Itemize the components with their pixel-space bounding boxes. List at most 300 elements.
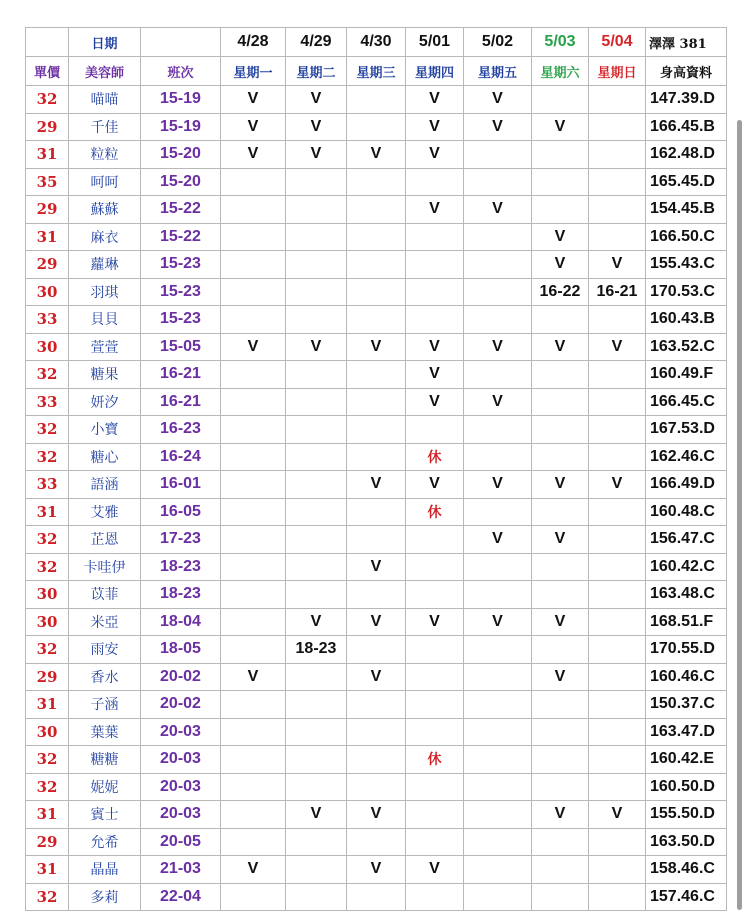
attendance-cell: [406, 828, 464, 856]
attendance-cell: [347, 278, 406, 306]
attendance-cell: V: [464, 526, 532, 554]
info-cell: 154.45.B: [646, 196, 727, 224]
table-row: [26, 856, 727, 884]
shift-cell: 20-03: [141, 801, 221, 829]
table-row: [26, 691, 727, 719]
attendance-cell: [286, 663, 347, 691]
shift-cell: 16-01: [141, 471, 221, 499]
table-row: [26, 883, 727, 911]
attendance-cell: [464, 773, 532, 801]
attendance-cell: [406, 168, 464, 196]
attendance-cell: [589, 416, 646, 444]
shift-cell: 15-19: [141, 86, 221, 114]
attendance-cell: V: [347, 553, 406, 581]
attendance-cell: [286, 828, 347, 856]
attendance-cell: 休: [406, 498, 464, 526]
info-cell: 166.49.D: [646, 471, 727, 499]
header-row-weekdays: [26, 57, 727, 86]
attendance-cell: [406, 636, 464, 664]
attendance-cell: V: [532, 251, 589, 279]
info-cell: 147.39.D: [646, 86, 727, 114]
stylist-name-cell: 葉葉: [69, 718, 141, 746]
stylist-name-cell: 貝貝: [69, 306, 141, 334]
attendance-cell: 18-23: [286, 636, 347, 664]
attendance-cell: [532, 361, 589, 389]
price-cell: 29: [26, 663, 69, 691]
attendance-cell: [347, 718, 406, 746]
info-cell: 162.46.C: [646, 443, 727, 471]
shift-cell: 20-03: [141, 773, 221, 801]
attendance-cell: [286, 718, 347, 746]
shift-cell: 20-03: [141, 718, 221, 746]
attendance-cell: [406, 278, 464, 306]
attendance-cell: V: [589, 251, 646, 279]
attendance-cell: [221, 801, 286, 829]
price-cell: 33: [26, 306, 69, 334]
info-cell: 160.42.E: [646, 746, 727, 774]
attendance-cell: [221, 251, 286, 279]
attendance-cell: V: [406, 471, 464, 499]
attendance-cell: [221, 636, 286, 664]
date-cell-wed: 4/30: [347, 28, 406, 57]
price-cell: 30: [26, 608, 69, 636]
attendance-cell: V: [221, 333, 286, 361]
table-row: [26, 278, 727, 306]
table-row: [26, 168, 727, 196]
price-cell: 32: [26, 416, 69, 444]
info-cell: 165.45.D: [646, 168, 727, 196]
attendance-cell: [347, 581, 406, 609]
attendance-cell: V: [221, 856, 286, 884]
attendance-cell: [286, 251, 347, 279]
attendance-cell: V: [464, 388, 532, 416]
attendance-cell: [464, 251, 532, 279]
shift-cell: 15-22: [141, 196, 221, 224]
attendance-cell: [286, 443, 347, 471]
stylist-name-cell: 粒粒: [69, 141, 141, 169]
attendance-cell: [347, 828, 406, 856]
table-row: [26, 113, 727, 141]
shift-cell: 16-24: [141, 443, 221, 471]
attendance-cell: V: [347, 471, 406, 499]
attendance-cell: [347, 361, 406, 389]
stylist-name-cell: 呵呵: [69, 168, 141, 196]
attendance-cell: [589, 498, 646, 526]
shift-cell: 15-20: [141, 141, 221, 169]
schedule-table: [25, 27, 727, 911]
attendance-cell: [532, 443, 589, 471]
price-cell: 30: [26, 718, 69, 746]
table-row: [26, 636, 727, 664]
table-row: [26, 581, 727, 609]
stylist-name-cell: 艾雅: [69, 498, 141, 526]
weekday-cell-tue: 星期二: [286, 57, 347, 86]
attendance-cell: [221, 526, 286, 554]
info-cell: 168.51.F: [646, 608, 727, 636]
stylist-name-cell: 千佳: [69, 113, 141, 141]
price-cell: 31: [26, 691, 69, 719]
attendance-cell: [589, 526, 646, 554]
attendance-cell: V: [221, 141, 286, 169]
info-label: 身高資料: [646, 57, 727, 86]
shift-cell: 15-20: [141, 168, 221, 196]
attendance-cell: V: [532, 801, 589, 829]
price-cell: 30: [26, 333, 69, 361]
attendance-cell: [464, 746, 532, 774]
price-cell: 33: [26, 388, 69, 416]
attendance-cell: [532, 691, 589, 719]
info-cell: 163.47.D: [646, 718, 727, 746]
info-cell: 167.53.D: [646, 416, 727, 444]
attendance-cell: [221, 361, 286, 389]
shift-cell: 20-02: [141, 663, 221, 691]
stylist-name-cell: 子涵: [69, 691, 141, 719]
stylist-name-cell: 妍汐: [69, 388, 141, 416]
attendance-cell: [532, 306, 589, 334]
attendance-cell: V: [286, 608, 347, 636]
price-cell: 32: [26, 883, 69, 911]
info-cell: 160.48.C: [646, 498, 727, 526]
shift-cell: 20-05: [141, 828, 221, 856]
attendance-cell: [532, 883, 589, 911]
attendance-cell: [221, 278, 286, 306]
info-cell: 160.50.D: [646, 773, 727, 801]
table-row: [26, 223, 727, 251]
attendance-cell: [589, 113, 646, 141]
attendance-cell: 16-22: [532, 278, 589, 306]
attendance-cell: [286, 691, 347, 719]
info-cell: 163.48.C: [646, 581, 727, 609]
price-cell: 30: [26, 581, 69, 609]
attendance-cell: [589, 856, 646, 884]
price-cell: 31: [26, 801, 69, 829]
info-cell: 150.37.C: [646, 691, 727, 719]
attendance-cell: [221, 691, 286, 719]
attendance-cell: [286, 581, 347, 609]
attendance-cell: [286, 746, 347, 774]
attendance-cell: [347, 416, 406, 444]
shift-cell: 16-05: [141, 498, 221, 526]
schedule-body: [26, 86, 727, 911]
attendance-cell: V: [406, 113, 464, 141]
price-cell: 32: [26, 526, 69, 554]
attendance-cell: V: [464, 113, 532, 141]
price-cell: 30: [26, 278, 69, 306]
attendance-cell: [589, 718, 646, 746]
date-cell-sat: 5/03: [532, 28, 589, 57]
attendance-cell: [347, 251, 406, 279]
attendance-cell: [286, 471, 347, 499]
price-cell: 32: [26, 86, 69, 114]
table-row: [26, 333, 727, 361]
attendance-cell: V: [406, 196, 464, 224]
date-cell-fri: 5/02: [464, 28, 532, 57]
attendance-cell: V: [286, 113, 347, 141]
info-cell: 163.50.D: [646, 828, 727, 856]
attendance-cell: V: [589, 801, 646, 829]
attendance-cell: [221, 608, 286, 636]
attendance-cell: [532, 746, 589, 774]
attendance-cell: [464, 828, 532, 856]
attendance-cell: [347, 168, 406, 196]
attendance-cell: [286, 223, 347, 251]
attendance-cell: [406, 223, 464, 251]
attendance-cell: [464, 223, 532, 251]
attendance-cell: [406, 416, 464, 444]
attendance-cell: [589, 828, 646, 856]
attendance-cell: V: [532, 113, 589, 141]
attendance-cell: [221, 498, 286, 526]
table-row: [26, 553, 727, 581]
price-cell: 29: [26, 196, 69, 224]
stylist-name-cell: 糖果: [69, 361, 141, 389]
weekday-cell-sat: 星期六: [532, 57, 589, 86]
info-cell: 166.45.C: [646, 388, 727, 416]
shift-cell: 18-05: [141, 636, 221, 664]
price-cell: 32: [26, 773, 69, 801]
brand-cell: [646, 28, 727, 57]
table-row: [26, 608, 727, 636]
attendance-cell: [221, 306, 286, 334]
attendance-cell: [221, 553, 286, 581]
info-cell: 170.53.C: [646, 278, 727, 306]
attendance-cell: [347, 443, 406, 471]
attendance-cell: [406, 718, 464, 746]
attendance-cell: V: [347, 608, 406, 636]
attendance-cell: [347, 883, 406, 911]
attendance-cell: [464, 168, 532, 196]
attendance-cell: [221, 196, 286, 224]
stylist-name-cell: 芷恩: [69, 526, 141, 554]
attendance-cell: [532, 581, 589, 609]
attendance-cell: V: [589, 333, 646, 361]
attendance-cell: V: [347, 801, 406, 829]
attendance-cell: [464, 443, 532, 471]
attendance-cell: V: [464, 86, 532, 114]
attendance-cell: [532, 773, 589, 801]
weekday-cell-fri: 星期五: [464, 57, 532, 86]
stylist-name-cell: 糖心: [69, 443, 141, 471]
stylist-name-cell: 羽琪: [69, 278, 141, 306]
table-row: [26, 306, 727, 334]
attendance-cell: [532, 388, 589, 416]
attendance-cell: [532, 168, 589, 196]
attendance-cell: [532, 553, 589, 581]
attendance-cell: V: [589, 471, 646, 499]
attendance-cell: [589, 746, 646, 774]
weekday-cell-mon: 星期一: [221, 57, 286, 86]
attendance-cell: [532, 856, 589, 884]
attendance-cell: 休: [406, 443, 464, 471]
table-row: [26, 498, 727, 526]
table-row: [26, 251, 727, 279]
stylist-name-cell: 糖糖: [69, 746, 141, 774]
attendance-cell: [221, 168, 286, 196]
attendance-cell: V: [532, 223, 589, 251]
stylist-name-cell: 多莉: [69, 883, 141, 911]
price-cell: 29: [26, 113, 69, 141]
info-cell: 155.43.C: [646, 251, 727, 279]
stylist-name-cell: 妮妮: [69, 773, 141, 801]
table-row: [26, 801, 727, 829]
shift-label: 班次: [141, 57, 221, 86]
info-cell: 163.52.C: [646, 333, 727, 361]
scrollbar[interactable]: [737, 120, 742, 910]
attendance-cell: [221, 718, 286, 746]
attendance-cell: V: [532, 526, 589, 554]
attendance-cell: V: [406, 388, 464, 416]
header-empty-cell: [26, 28, 69, 57]
attendance-cell: V: [221, 663, 286, 691]
shift-cell: 18-23: [141, 581, 221, 609]
stylist-name-cell: 苡菲: [69, 581, 141, 609]
info-cell: 162.48.D: [646, 141, 727, 169]
attendance-cell: V: [406, 361, 464, 389]
attendance-cell: [589, 361, 646, 389]
shift-cell: 15-23: [141, 251, 221, 279]
info-cell: 160.49.F: [646, 361, 727, 389]
table-row: [26, 196, 727, 224]
attendance-cell: [347, 636, 406, 664]
table-row: [26, 443, 727, 471]
attendance-cell: [286, 416, 347, 444]
weekday-cell-sun: 星期日: [589, 57, 646, 86]
attendance-cell: [589, 168, 646, 196]
attendance-cell: [406, 251, 464, 279]
attendance-cell: [221, 883, 286, 911]
attendance-cell: [589, 223, 646, 251]
stylist-name-cell: 萱萱: [69, 333, 141, 361]
attendance-cell: V: [347, 141, 406, 169]
table-row: [26, 526, 727, 554]
attendance-cell: [286, 361, 347, 389]
stylist-name-cell: 賓士: [69, 801, 141, 829]
attendance-cell: [589, 608, 646, 636]
attendance-cell: [589, 86, 646, 114]
stylist-name-cell: 米亞: [69, 608, 141, 636]
attendance-cell: [589, 553, 646, 581]
stylist-name-cell: 晶晶: [69, 856, 141, 884]
attendance-cell: V: [286, 801, 347, 829]
attendance-cell: [286, 553, 347, 581]
price-cell: 32: [26, 636, 69, 664]
attendance-cell: [589, 636, 646, 664]
shift-cell: 18-04: [141, 608, 221, 636]
attendance-cell: [221, 581, 286, 609]
attendance-cell: V: [347, 856, 406, 884]
attendance-cell: [589, 773, 646, 801]
info-cell: 166.50.C: [646, 223, 727, 251]
brand-number: 381: [679, 36, 707, 52]
attendance-cell: V: [532, 471, 589, 499]
attendance-cell: [221, 471, 286, 499]
shift-cell: 15-22: [141, 223, 221, 251]
date-label: 日期: [69, 28, 141, 57]
attendance-cell: [406, 691, 464, 719]
date-cell-tue: 4/29: [286, 28, 347, 57]
attendance-cell: [464, 691, 532, 719]
attendance-cell: V: [532, 608, 589, 636]
price-cell: 31: [26, 223, 69, 251]
attendance-cell: V: [286, 141, 347, 169]
attendance-cell: [347, 306, 406, 334]
stylist-name-cell: 允希: [69, 828, 141, 856]
attendance-cell: V: [347, 663, 406, 691]
attendance-cell: [406, 553, 464, 581]
attendance-cell: [464, 663, 532, 691]
attendance-cell: [406, 581, 464, 609]
shift-cell: 21-03: [141, 856, 221, 884]
attendance-cell: [286, 168, 347, 196]
attendance-cell: [464, 278, 532, 306]
attendance-cell: [532, 498, 589, 526]
attendance-cell: V: [532, 663, 589, 691]
attendance-cell: V: [406, 856, 464, 884]
attendance-cell: [464, 553, 532, 581]
info-cell: 156.47.C: [646, 526, 727, 554]
attendance-cell: [532, 86, 589, 114]
stylist-name-cell: 卡哇伊: [69, 553, 141, 581]
attendance-cell: [221, 828, 286, 856]
attendance-cell: V: [406, 608, 464, 636]
attendance-cell: [221, 746, 286, 774]
info-cell: 155.50.D: [646, 801, 727, 829]
attendance-cell: [532, 196, 589, 224]
attendance-cell: [406, 773, 464, 801]
attendance-cell: [464, 416, 532, 444]
attendance-cell: V: [464, 333, 532, 361]
attendance-cell: [464, 801, 532, 829]
info-cell: 160.46.C: [646, 663, 727, 691]
attendance-cell: [464, 718, 532, 746]
attendance-cell: V: [286, 86, 347, 114]
price-cell: 29: [26, 251, 69, 279]
attendance-cell: [347, 526, 406, 554]
shift-cell: 15-23: [141, 306, 221, 334]
attendance-cell: [406, 883, 464, 911]
stylist-name-cell: 小寶: [69, 416, 141, 444]
price-cell: 29: [26, 828, 69, 856]
attendance-cell: [464, 581, 532, 609]
attendance-cell: [347, 498, 406, 526]
attendance-cell: [347, 113, 406, 141]
attendance-cell: V: [464, 608, 532, 636]
attendance-cell: V: [406, 86, 464, 114]
stylist-name-cell: 麻衣: [69, 223, 141, 251]
attendance-cell: [464, 141, 532, 169]
shift-cell: 22-04: [141, 883, 221, 911]
attendance-cell: [589, 196, 646, 224]
shift-cell: 16-21: [141, 388, 221, 416]
table-row: [26, 471, 727, 499]
shift-cell: 15-19: [141, 113, 221, 141]
info-cell: 157.46.C: [646, 883, 727, 911]
price-cell: 33: [26, 471, 69, 499]
attendance-cell: [406, 801, 464, 829]
price-cell: 31: [26, 141, 69, 169]
attendance-cell: [532, 636, 589, 664]
price-cell: 32: [26, 361, 69, 389]
table-row: [26, 828, 727, 856]
attendance-cell: [347, 773, 406, 801]
attendance-cell: [532, 141, 589, 169]
shift-cell: 16-23: [141, 416, 221, 444]
attendance-cell: [464, 883, 532, 911]
attendance-cell: V: [221, 86, 286, 114]
weekday-cell-wed: 星期三: [347, 57, 406, 86]
attendance-cell: V: [464, 196, 532, 224]
info-cell: 158.46.C: [646, 856, 727, 884]
